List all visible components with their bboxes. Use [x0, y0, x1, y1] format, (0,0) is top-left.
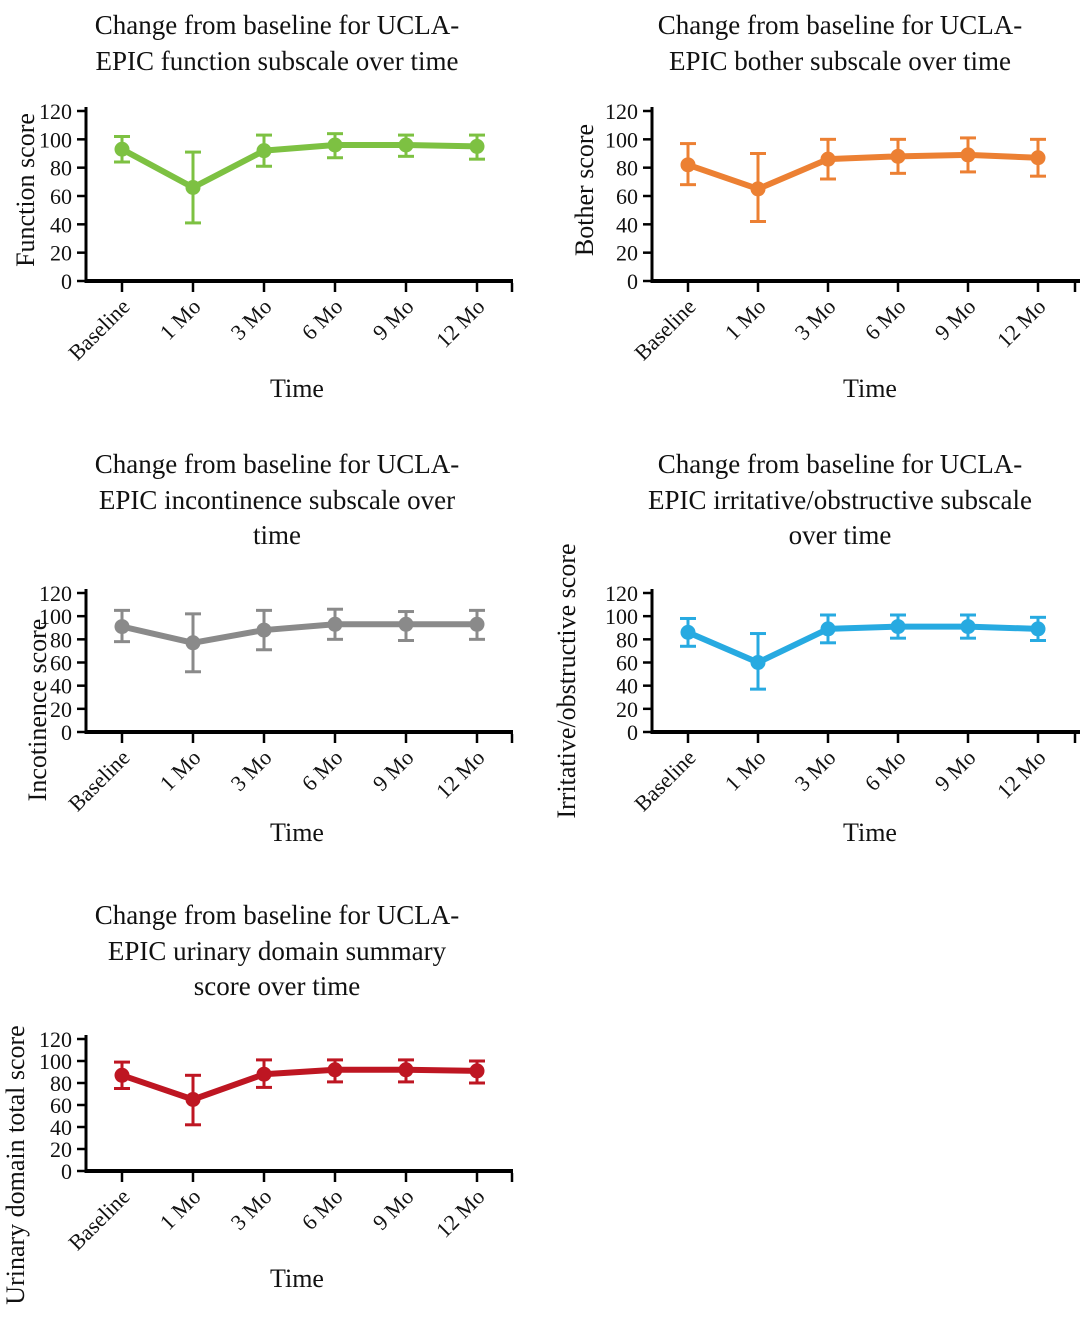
y-tick-label: 40: [50, 212, 72, 238]
chart-title: [615, 8, 1065, 79]
chart-function-subscale: [0, 0, 540, 430]
x-tick-label: 3 Mo: [225, 293, 277, 345]
y-tick-label: 0: [627, 720, 638, 745]
data-point-marker: [751, 655, 766, 670]
x-tick-label: 1 Mo: [154, 293, 206, 345]
chart-incontinence-subscale: [0, 430, 540, 880]
chart-title: [610, 447, 1070, 554]
data-point-marker: [186, 1092, 201, 1107]
x-tick-label: 6 Mo: [296, 1183, 348, 1235]
data-point-marker: [115, 142, 130, 157]
chart-title-line: score over time: [193, 971, 361, 1002]
y-axis-label: Urinary domain total score: [1, 1025, 30, 1305]
data-point-marker: [751, 181, 766, 196]
y-tick-label: 40: [616, 212, 638, 238]
x-tick-label: Baseline: [63, 744, 135, 817]
x-axis: [63, 1171, 513, 1255]
x-tick-label: 6 Mo: [296, 293, 348, 345]
x-tick-label: Baseline: [629, 744, 701, 817]
y-tick-label: 120: [605, 581, 638, 606]
chart-title: [62, 447, 492, 554]
chart-urinary-domain-summary: [0, 880, 540, 1324]
x-tick-label: 1 Mo: [719, 744, 771, 796]
y-tick-label: 100: [39, 604, 72, 630]
data-point-marker: [821, 621, 836, 636]
x-tick-label: 3 Mo: [789, 744, 841, 796]
x-tick-label: 9 Mo: [367, 744, 419, 796]
y-tick-label: 80: [616, 627, 638, 653]
y-tick-label: 100: [39, 127, 72, 153]
y-axis: [39, 1027, 86, 1184]
series-line: [688, 155, 1038, 189]
chart-irritative-obstructive-subscale: [540, 430, 1080, 880]
x-axis: [629, 732, 1080, 816]
data-point-marker: [257, 1067, 272, 1082]
y-tick-label: 20: [616, 696, 638, 722]
data-point-marker: [399, 138, 414, 153]
data-point-marker: [470, 1063, 485, 1078]
data-point-marker: [399, 1062, 414, 1077]
data-point-marker: [399, 617, 414, 632]
y-tick-label: 40: [616, 673, 638, 699]
y-tick-label: 0: [61, 1159, 72, 1184]
data-point-marker: [186, 180, 201, 195]
data-point-marker: [470, 617, 485, 632]
data-point-marker: [115, 619, 130, 634]
y-tick-label: 120: [39, 581, 72, 606]
data-point-marker: [891, 619, 906, 634]
y-tick-label: 120: [605, 99, 638, 124]
y-axis-label: Incotinence score: [23, 618, 52, 802]
y-tick-label: 80: [50, 155, 72, 181]
y-tick-label: 120: [39, 99, 72, 124]
y-tick-label: 40: [50, 1115, 72, 1140]
y-axis-label: Irritative/obstructive score: [552, 543, 581, 819]
y-tick-label: 60: [50, 184, 72, 209]
x-axis: [63, 732, 513, 816]
data-point-marker: [115, 1068, 130, 1083]
chart-title: [62, 8, 492, 79]
y-tick-label: 20: [616, 240, 638, 266]
y-tick-label: 80: [616, 155, 638, 181]
x-axis-label: Time: [270, 1264, 324, 1293]
y-tick-label: 20: [50, 1137, 72, 1162]
y-tick-label: 60: [616, 184, 638, 209]
series-line: [122, 624, 477, 643]
y-axis: [605, 581, 652, 745]
chart-title-line: Change from baseline for UCLA-: [94, 900, 460, 930]
data-point-marker: [257, 623, 272, 638]
x-tick-label: 1 Mo: [154, 1183, 206, 1235]
x-axis: [63, 281, 513, 365]
x-tick-label: 3 Mo: [789, 293, 841, 345]
x-tick-label: Baseline: [629, 293, 701, 366]
x-axis-label: Time: [843, 818, 897, 847]
chart-title-line: EPIC incontinence subscale over: [98, 484, 456, 515]
chart-title-line: Change from baseline for UCLA-: [94, 10, 460, 40]
chart-title-line: Change from baseline for UCLA-: [657, 10, 1023, 40]
y-tick-label: 0: [61, 720, 72, 745]
chart-title-line: Change from baseline for UCLA-: [94, 449, 460, 479]
data-point-marker: [328, 617, 343, 632]
y-tick-label: 20: [50, 696, 72, 722]
chart-title-line: over time: [788, 520, 892, 551]
data-point-marker: [681, 625, 696, 640]
data-point-marker: [681, 157, 696, 172]
x-tick-label: 12 Mo: [430, 744, 490, 804]
x-tick-label: 6 Mo: [296, 744, 348, 796]
y-tick-label: 120: [39, 1027, 72, 1052]
y-axis: [39, 99, 86, 294]
chart-title-line: EPIC bother subscale over time: [669, 45, 1011, 76]
y-tick-label: 60: [50, 650, 72, 676]
x-tick-label: 3 Mo: [225, 744, 277, 796]
x-tick-label: 9 Mo: [367, 293, 419, 345]
data-point-marker: [1031, 150, 1046, 165]
y-tick-label: 0: [61, 269, 72, 294]
chart-title-line: time: [253, 520, 301, 551]
x-tick-label: Baseline: [63, 1183, 135, 1256]
data-point-marker: [470, 139, 485, 154]
y-tick-label: 80: [50, 627, 72, 653]
x-tick-label: 6 Mo: [859, 744, 911, 796]
y-tick-label: 20: [50, 240, 72, 266]
series-line: [122, 145, 477, 188]
y-axis: [605, 99, 652, 294]
y-axis-label: Bother score: [570, 123, 599, 257]
data-point-marker: [821, 152, 836, 167]
y-tick-label: 40: [50, 673, 72, 699]
x-axis-label: Time: [270, 374, 324, 403]
series-line: [688, 627, 1038, 663]
x-tick-label: 9 Mo: [367, 1183, 419, 1235]
data-point-marker: [961, 147, 976, 162]
y-tick-label: 80: [50, 1071, 72, 1096]
y-tick-label: 100: [605, 127, 638, 153]
x-tick-label: 6 Mo: [859, 293, 911, 345]
y-axis-label: Function score: [11, 113, 40, 267]
x-tick-label: Baseline: [63, 293, 135, 366]
x-axis: [629, 281, 1080, 365]
x-tick-label: 12 Mo: [991, 293, 1051, 353]
x-tick-label: 12 Mo: [430, 293, 490, 353]
data-point-marker: [328, 1062, 343, 1077]
y-tick-label: 100: [605, 604, 638, 630]
data-point-marker: [1031, 621, 1046, 636]
y-tick-label: 60: [50, 1093, 72, 1118]
x-tick-label: 1 Mo: [154, 744, 206, 796]
x-axis-label: Time: [270, 818, 324, 847]
data-point-marker: [328, 138, 343, 153]
data-point-marker: [186, 635, 201, 650]
x-tick-label: 9 Mo: [929, 744, 981, 796]
chart-bother-subscale: [540, 0, 1080, 430]
data-point-marker: [257, 143, 272, 158]
y-tick-label: 100: [39, 1049, 72, 1074]
y-tick-label: 0: [627, 269, 638, 294]
chart-title-line: EPIC irritative/obstructive subscale: [648, 484, 1032, 515]
x-tick-label: 1 Mo: [719, 293, 771, 345]
x-axis-label: Time: [843, 374, 897, 403]
y-tick-label: 60: [616, 650, 638, 676]
chart-title-line: EPIC urinary domain summary: [107, 935, 447, 966]
x-tick-label: 3 Mo: [225, 1183, 277, 1235]
data-point-marker: [961, 619, 976, 634]
data-point-marker: [891, 149, 906, 164]
chart-title: [62, 898, 492, 1005]
series-line: [122, 1070, 477, 1100]
chart-title-line: EPIC function subscale over time: [95, 45, 459, 76]
chart-title-line: Change from baseline for UCLA-: [657, 449, 1023, 479]
x-tick-label: 12 Mo: [430, 1183, 490, 1243]
x-tick-label: 9 Mo: [929, 293, 981, 345]
x-tick-label: 12 Mo: [991, 744, 1051, 804]
